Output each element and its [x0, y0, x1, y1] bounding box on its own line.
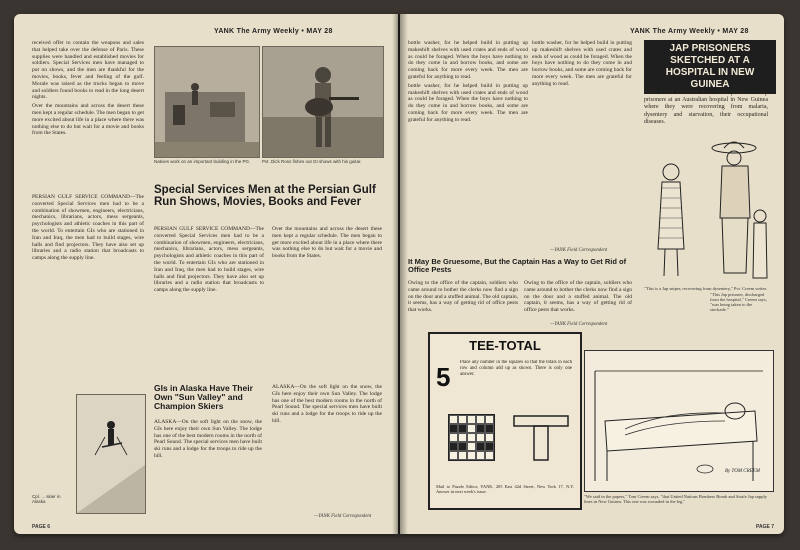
sketch-standing-illustration [640, 154, 702, 284]
persian-gulf-body-text: PERSIAN GULF SERVICE COMMAND—The converted Special Services men had to be a combination of showmen, engineers, electricians, mechanics, librarians, actors, mess sergeants, psychologists and athletic coaches in this part of the world. To entertain GIs who are stationed in Iran and Iraq, the men had to build stages, wire halls and find projectors. They have also set up libraries and a radio station that broadcasts to camps along the supply line. [154, 226, 264, 294]
right-col-text-2: bottle washer, for he helped build in putting up makeshift shelves with used crates and ends of wood as could be foraged. When the boys have nothing to do they come in and borrow books, and some are coming back for more every week. The men are grateful for anything to read. [408, 82, 528, 123]
gruesome-body-2 [524, 280, 632, 320]
photo3-caption: Cpl. ... skier in Alaska [32, 494, 61, 504]
photo-skier [76, 394, 146, 514]
alaska-body [154, 419, 262, 519]
photo2-caption: Pvt. Dick Ross fishes out GI shows with his guitar. [262, 159, 362, 164]
left-column-body-text: PERSIAN GULF SERVICE COMMAND—The converted Special Services men had to be a combination of showmen, engineers, electricians, mechanics, librarians, actors, mess sergeants, psychologists and athletic coaches in this part of the world. To entertain GIs who are stationed in Iran and Iraq, the men had to build stages, wire halls and find projectors. They have also set up libraries and a radio station that broadcasts to camps along the supply line. [32, 194, 144, 262]
grid-cell [467, 433, 476, 442]
right-page-header: YANK The Army Weekly • MAY 28 [630, 28, 749, 35]
grid-cell [476, 433, 485, 442]
photo-natives-illustration [155, 47, 259, 157]
grid-cell [476, 451, 485, 460]
sketch-soldier-illustration [704, 138, 772, 288]
right-col-text [408, 40, 528, 245]
grid-cell [485, 415, 494, 424]
right-col-text-1: bottle washer, for he helped build in putting up makeshift shelves with used crates and ends of wood as could be foraged. When the boys have nothing to do they come in and borrow books, and some are coming back for more every week. The men are grateful for anything to read. [408, 40, 528, 80]
caption-sniper: "This is a Jap sniper, recovering from dysentery," Pvt. Creem writes. [644, 286, 768, 291]
grid-cell [485, 424, 494, 433]
grid-cell [458, 433, 467, 442]
puzzle-t-shape [512, 414, 572, 464]
grid-cell [476, 442, 485, 451]
sketch-intro-lead: PVT. TOM CREEM [644, 90, 699, 96]
grid-cell [467, 451, 476, 460]
right-page [400, 14, 784, 534]
alaska-byline: —YANK Field Correspondent [314, 514, 372, 519]
gruesome-body-text-1: Owing to the office of the captain, soldiers who came around to bother the clerks now find a sign on the door and a stuffed animal. The old captain, it seems, has a way of getting rid of office pests that works. [408, 280, 518, 314]
grid-cell [485, 451, 494, 460]
left-col2-text: Over the mountains and across the desert these men kept a regular schedule. The men began to get more excited about life in a place where there was nothing else to do but wait for a movie and books from the States. [32, 103, 144, 137]
caption-stockade: "This Jap prisoner, discharged from the hospital," Creem says, "was being taken to the stockade." [710, 292, 767, 312]
left-folio: PAGE 6 [32, 524, 50, 530]
gruesome-headline: It May Be Gruesome, But the Captain Has a Way to Get Rid of Office Pests [408, 257, 627, 274]
sketch-standing-prisoner [640, 154, 702, 284]
photo-guitar-illustration [263, 47, 383, 157]
gruesome-body-1 [408, 280, 518, 320]
spine-gutter [392, 14, 408, 534]
grid-cell [467, 415, 476, 424]
jap-prisoners-banner: JAP PRISONERS SKETCHED AT A HOSPITAL IN NEW GUINEA [644, 40, 776, 94]
grid-cell [485, 442, 494, 451]
puzzle-number: 5 [436, 362, 451, 392]
magazine-spread [14, 14, 790, 540]
grid-cell [467, 442, 476, 451]
persian-gulf-body-text-2: Over the mountains and across the desert these men kept a regular schedule. The men began to get more excited about life in a place where there was nothing else to do but wait for a movie and books from the States. [272, 226, 382, 260]
puzzle-grid [448, 414, 495, 461]
photo1-caption: Natives work on an important building in the PG. [154, 159, 251, 164]
puzzle-title: TEE-TOTAL [469, 338, 541, 353]
grid-cell [458, 442, 467, 451]
photo-natives-building [154, 46, 260, 158]
sketch-intro-text: drew these pictures of Jap prisoners at an Australian hospital in New Guinea where they were recovering from malaria, dysentery and starvation, their occupational diseases. [644, 90, 768, 125]
grid-cell [449, 424, 458, 433]
photo-skier-illustration [77, 395, 145, 513]
grid-cell [449, 415, 458, 424]
persian-gulf-headline: Special Services Men at the Persian Gulf Run Shows, Movies, Books and Fever [154, 184, 376, 209]
grid-cell [449, 433, 458, 442]
right-col-text-3: bottle washer, for he helped build in putting up makeshift shelves with used crates and ends of wood as could be foraged. When the boys have nothing to do they come in and borrow books, and some are coming back for more every week. The men are grateful for anything to read. [532, 40, 632, 87]
grid-cell [476, 415, 485, 424]
grid-cell [449, 451, 458, 460]
gruesome-body-text-2: Owing to the office of the captain, soldiers who came around to bother the clerks now find a sign on the door and a stuffed animal. The old captain, it seems, has a way of getting rid of office pests that works. [524, 280, 632, 314]
right-byline-2: —YANK Field Correspondent [550, 322, 608, 327]
left-page-header: YANK The Army Weekly • MAY 28 [214, 28, 333, 35]
grid-cell [485, 433, 494, 442]
artist-signature: By TOM CREEM [725, 469, 760, 474]
grid-cell [449, 442, 458, 451]
tee-total-puzzle [428, 332, 582, 510]
alaska-body-text-2: ALASKA—On the soft light on the snow, the GIs here enjoy their own Sun Valley. The lodge has one of the best modern rooms in the north of Pearl Sound. The special services men have built ski runs and a lodge for the troops to ride up the hill. [272, 384, 382, 424]
persian-gulf-body-col2 [272, 226, 382, 374]
left-intro-column [32, 40, 144, 190]
alaska-body-text: ALASKA—On the soft light on the snow, the GIs here enjoy their own Sun Valley. The lodge has one of the best modern rooms in the north of Pearl Sound. The special services men have built ski runs and a lodge for the troops to ride up the hill. [154, 419, 262, 459]
alaska-body-col2 [272, 384, 382, 512]
grid-cell [458, 451, 467, 460]
left-intro-text: received offer to contain the weapons and sales that helped take over the defense of Paris. These supplies were handled and established movies for soldiers. Special Services men have managed to put on shows, and the men are thankful for the movies, books, fever and feeling of the gulf. Morale was raised as the trucks began to move and soldiers found books to read in the long desert nights. [32, 40, 144, 101]
puzzle-instructions: Place any number in the squares so that the totals in each row and column add up as shown. There is only one answer. [460, 360, 572, 377]
grid-cell [476, 424, 485, 433]
puzzle-footer: Mail to Puzzle Editor, YANK, 205 East 42d Street, New York 17, N.Y. Answer in next week's issue. [436, 484, 574, 495]
caption-wounded: "We said in the papers," Tom Creem says, "that United Nations Bombers Bomb and Strafe Jap supply lines in New Guinea. This one was wounded in the leg." [584, 494, 767, 504]
persian-gulf-body-col1 [154, 226, 264, 374]
right-col-text-b [532, 40, 632, 245]
left-page [14, 14, 398, 534]
photo-guitar-player [262, 46, 384, 158]
sketch-prisoner-in-bed [584, 350, 774, 492]
grid-cell [458, 415, 467, 424]
right-folio: PAGE 7 [756, 524, 774, 530]
alaska-headline: GIs in Alaska Have Their Own "Sun Valley" and Champion Skiers [154, 383, 253, 411]
right-byline-1: —YANK Field Correspondent [550, 248, 608, 253]
grid-cell [467, 424, 476, 433]
grid-cell [458, 424, 467, 433]
sketch-soldier-and-prisoner [704, 138, 772, 288]
